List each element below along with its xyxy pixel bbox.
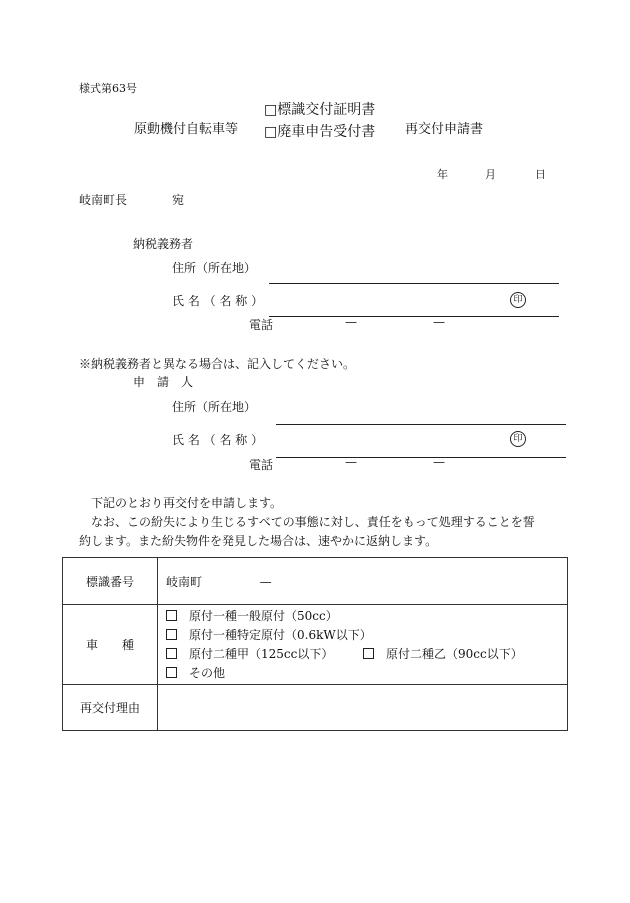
vehicle-option-row (166, 626, 567, 645)
vehicle-option-row (166, 664, 567, 683)
applicant-phone-dash-1: — (345, 455, 357, 469)
table-row (63, 605, 568, 685)
checkbox[interactable] (166, 667, 177, 678)
statement-line-2: なお、この紛失により生じるすべての事態に対し、責任をもって処理することを誓 (91, 515, 535, 529)
taxpayer-name-label: 氏 名 （ 名 称 ） (172, 294, 264, 308)
checkbox[interactable] (166, 610, 177, 621)
applicant-seal-icon: 印 (510, 431, 526, 447)
vehicle-option-row (166, 607, 567, 626)
table-row (63, 685, 568, 731)
applicant-phone-dash-2: — (433, 455, 445, 469)
taxpayer-phone-dash-2: — (433, 315, 445, 329)
addressee-name: 岐南町長 (79, 193, 128, 207)
reissue-reason-field[interactable] (158, 685, 568, 731)
statement-line-1: 下記のとおり再交付を申請します。 (91, 496, 283, 510)
addressee-honorific: 宛 (172, 193, 185, 207)
vehicle-option-label: 原付一種特定原付（0.6kW以下） (189, 627, 372, 642)
taxpayer-address-label: 住所（所在地） (172, 261, 257, 275)
plate-number-label: 標識番号 (63, 558, 158, 605)
applicant-note: ※納税義務者と異なる場合は、記入してください。 (79, 357, 356, 371)
checkbox[interactable] (166, 648, 177, 659)
title-option-scrap[interactable]: □廃車申告受付書 (264, 124, 376, 140)
vehicle-option-row (166, 645, 567, 664)
vehicle-type-label: 車 種 (63, 605, 158, 685)
date-month: 月 (485, 168, 496, 181)
applicant-address-label: 住所（所在地） (172, 400, 257, 414)
applicant-name-label: 氏 名 （ 名 称 ） (172, 433, 264, 447)
vehicle-option-label: 原付二種乙（90cc以下） (386, 646, 523, 661)
applicant-heading: 申 請 人 (133, 375, 194, 389)
date-year: 年 (437, 168, 448, 181)
plate-dash: — (259, 574, 272, 589)
date-day: 日 (535, 168, 546, 181)
vehicle-option-label: 原付一種一般原付（50cc） (189, 608, 338, 623)
title-request: 再交付申請書 (405, 122, 484, 137)
application-table (62, 557, 568, 731)
vehicle-option-label: その他 (189, 665, 226, 680)
checkbox[interactable] (166, 629, 177, 640)
vehicle-option-label: 原付二種甲（125cc以下） (189, 646, 334, 661)
taxpayer-phone-label: 電話 (249, 318, 274, 332)
plate-number-cell[interactable] (158, 558, 568, 605)
taxpayer-address-field[interactable] (269, 283, 559, 284)
taxpayer-heading: 納税義務者 (133, 237, 194, 251)
checkbox[interactable] (363, 648, 374, 659)
title-vehicle: 原動機付自転車等 (134, 122, 239, 137)
table-row (63, 558, 568, 605)
applicant-phone-label: 電話 (249, 458, 274, 472)
applicant-name-field[interactable] (276, 457, 566, 458)
statement-line-3: 約します。また紛失物件を発見した場合は、速やかに返納します。 (79, 534, 438, 548)
vehicle-type-cell (158, 605, 568, 685)
plate-town: 岐南町 (166, 574, 203, 589)
taxpayer-name-field[interactable] (269, 316, 559, 317)
taxpayer-phone-dash-1: — (345, 315, 357, 329)
title-option-certificate[interactable]: □標識交付証明書 (264, 102, 376, 118)
taxpayer-seal-icon: 印 (510, 292, 526, 308)
reissue-reason-label: 再交付理由 (63, 685, 158, 731)
applicant-address-field[interactable] (276, 424, 566, 425)
form-number: 様式第63号 (79, 82, 137, 95)
